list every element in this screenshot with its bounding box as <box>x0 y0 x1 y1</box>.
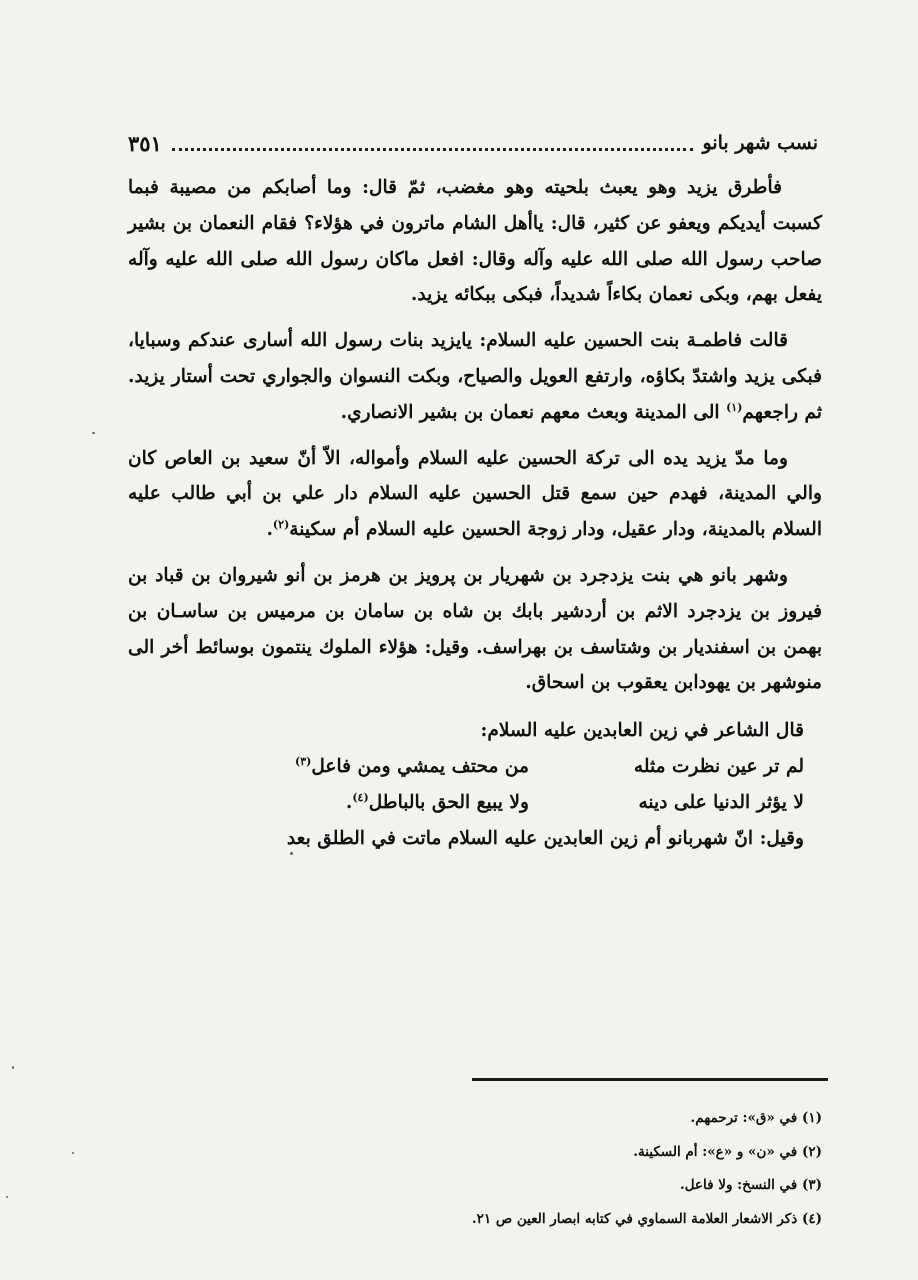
paragraph-4: وشهر بانو هي بنت يزدجرد بن شهريار بن پرويز بن هرمز بن أنو شيروان بن قباد بن فيروز بن يزدجرد الاثم بن أردشير بابك بن شاه بن سامان بن مرميس بن ساسـان بن بهمن بن اسفنديار بن وشتاسف بن بهراسف. وقيل: هؤلاء الملوك ينتمون بوسائط أخر الى منوشهر بن يهودابن يعقوب بن اسحاق. <box>128 564 822 694</box>
footnote-ref-1: (١) <box>726 400 743 414</box>
footnote-3: (٣) في النسخ: ولا فاعل. <box>680 1177 822 1193</box>
running-head <box>128 128 818 158</box>
paragraph-2 <box>128 323 822 430</box>
verse-1-second-hemistich <box>295 749 529 785</box>
footnote-ref-4: (٤) <box>352 790 369 804</box>
verse-2-second-text: ولا يبيع الحق بالباطل <box>368 791 529 813</box>
verse-1-second-text: من محتف يمشي ومن فاعل <box>311 755 529 777</box>
verse-1-first-hemistich: لم تر عين نظرت مثله <box>633 755 804 777</box>
scan-speck <box>6 1196 8 1198</box>
footnote-rule <box>472 1078 828 1081</box>
scan-speck <box>290 852 293 855</box>
main-text <box>128 170 822 856</box>
page-number: ٣٥١ <box>128 130 162 156</box>
footnote-4: (٤) ذكر الاشعار العلامة السماوي في كتابه ابصار العين ص ٢١. <box>471 1210 822 1227</box>
scan-speck <box>92 432 95 434</box>
footnote-ref-3: (٣) <box>294 754 312 768</box>
footnotes <box>300 1102 822 1236</box>
paragraph-3-text: وما مدّ يزيد يده الى تركة الحسين عليه السلام وأمواله، الاّ أنّ سعيد بن العاص كان والي المدينة، فهدم حين سمع قتل الحسين عليه السلام دار علي بن أبي طالب عليه السلام بالمدينة، ودار عقيل، ودار زوجة الحسين عليه السلام أم سكينة <box>128 447 822 541</box>
scan-speck <box>72 1152 74 1154</box>
footnote-ref-2: (٢) <box>272 517 290 531</box>
footnote-1: (١) في «ق»: ترحمهم. <box>690 1110 822 1126</box>
paragraph-2-tail: الى المدينة وبعث معهم نعمان بن بشير الانصاري. <box>340 401 720 423</box>
paragraph-2-text: قالت فاطمـة بنت الحسين عليه السلام: يايزيد بنات رسول الله أسارى عندكم وسبايا، فبكى يزيد واشتدّ بكاؤه، وارتفع العويل والصياح، وبكت النسوان والجواري تحت أستار يزيد. ثم راجعهم <box>128 330 822 423</box>
leader-dots <box>172 148 693 151</box>
verse-1 <box>128 749 822 785</box>
running-title: نسب شهر بانو <box>702 132 818 154</box>
closing-line: وقيل: انّ شهربانو أم زين العابدين عليه السلام ماتت في الطلق بعد <box>286 827 804 849</box>
footnote-2: (٢) في «ن» و «ع»: أم السكينة. <box>633 1143 822 1160</box>
paragraph-3: وما مدّ يزيد يده الى تركة الحسين عليه السلام وأمواله، الاّ أنّ سعيد بن العاص كان والي المدينة، فهدم حين سمع قتل الحسين عليه السلام دار علي بن أبي طالب عليه السلام بالمدينة، ودار عقيل، ودار زوجة الحسين عليه السلام أم سكينة$^{(٢)}$. <box>128 447 822 541</box>
verse-2-second-hemistich: ولا يبيع الحق بالباطل$^{(٤)}$. <box>345 790 529 813</box>
scan-speck <box>12 1066 14 1069</box>
paragraph-1: فأطرق يزيد وهو يعبث بلحيته وهو مغضب، ثمّ قال: وما أصابكم من مصيبة فبما كسبت أيديكم ويعفو عن كثير، قال: ياأهل الشام ماترون في هؤلاء؟ فقام النعمان بن بشير صاحب رسول الله صلى الله عليه وآله وقال: افعل ماكان رسول الله صلى الله عليه وآله يفعل بهم، وبكى نعمان بكاءاً شديداً، فبكى ببكائه يزيد. <box>128 177 822 306</box>
verse-2-first-hemistich: لا يؤثر الدنيا على دينه <box>638 791 804 813</box>
verse-2 <box>128 785 822 821</box>
poem-intro: قال الشاعر في زين العابدين عليه السلام: <box>480 720 804 742</box>
